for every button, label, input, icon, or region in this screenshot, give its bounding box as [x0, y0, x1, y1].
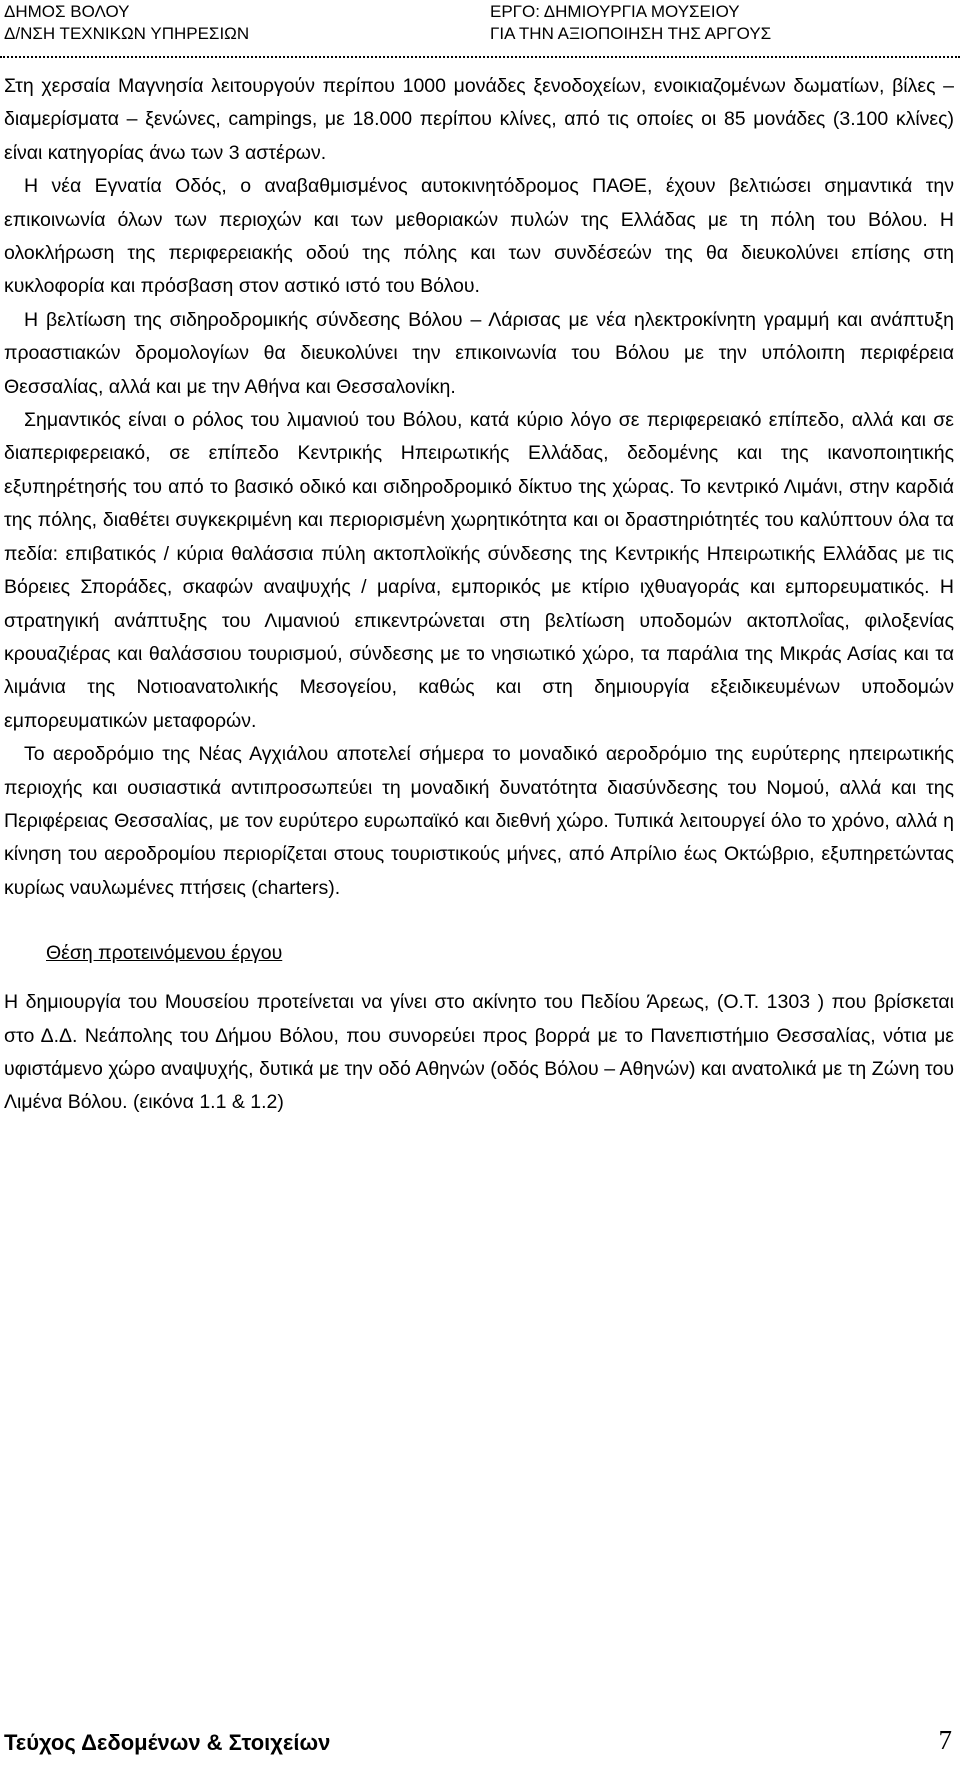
header-right — [490, 1, 771, 45]
header-left — [4, 1, 249, 45]
footer-title: Τεύχος Δεδομένων & Στοιχείων — [4, 1730, 331, 1755]
header-divider — [0, 56, 960, 58]
header-project-subtitle: ΓΙΑ ΤΗΝ ΑΞΙΟΠΟΙΗΣΗ ΤΗΣ ΑΡΓΟΥΣ — [490, 24, 772, 43]
paragraph-project-location: Η δημιουργία του Μουσείου προτείνεται να γίνει στο ακίνητο του Πεδίου Άρεως, (Ο.Τ. 1303 ) που βρίσκεται στο Δ.Δ. Νεάπολης του Δήμου Βόλου, που συνορεύει προς βορρά με το Πανεπιστήμιο Θεσσαλίας, νότια με υφιστάμενο χώρο αναψυχής, δυτικά με την οδό Αθηνών (οδός Βόλου – Αθηνών) και ανατολικά με τη Ζώνη του Λιμένα Βόλου. (εικόνα 1.1 & 1.2) — [4, 991, 954, 1114]
header-project: ΕΡΓΟ: ΔΗΜΙΟΥΡΓΙΑ ΜΟΥΣΕΙΟΥ — [490, 2, 740, 21]
paragraph-accommodation: Στη χερσαία Μαγνησία λειτουργούν περίπου 1000 μονάδες ξενοδοχείων, ενοικιαζομένων δωματίων, βίλες – διαμερίσματα – ξενώνες, campings, με 18.000 περίπου κλίνες, από τις οποίες οι 85 μονάδες (3.100 κλίνες) είναι κατηγορίας άνω των 3 αστέρων. — [4, 75, 954, 164]
header-department: Δ/ΝΣΗ ΤΕΧΝΙΚΩΝ ΥΠΗΡΕΣΙΩΝ — [4, 24, 250, 43]
paragraph-port: Σημαντικός είναι ο ρόλος του λιμανιού του Βόλου, κατά κύριο λόγο σε περιφερειακό επίπεδο, αλλά και σε διαπεριφερειακό, σε επίπεδο Κεντρικής Ηπειρωτικής Ελλάδας, δεδομένης και της ικανοποιητικής εξυπηρέτησής του από το βασικό οδικό και σιδηροδρομικό δίκτυο της χώρας. Το κεντρικό Λιμάνι, στην καρδιά της πόλης, διαθέτει συγκεκριμένη και περιορισμένη χωρητικότητα και οι δραστηριότητές του καλύπτουν όλα τα πεδία: επιβατικός / κύρια θαλάσσια πύλη ακτοπλοϊκής σύνδεσης της Κεντρικής Ηπειρωτικής Ελλάδας με τις Βόρειες Σποράδες, σκαφών αναψυχής / μαρίνα, εμπορικός με κτίριο ιχθυαγοράς και εμπορευματικός. Η στρατηγική ανάπτυξης του Λιμανιού επικεντρώνεται στη βελτίωση υποδομών ακτοπλοΐας, φιλοξενίας κρουαζιέρας και θαλάσσιου τουρισμού, σύνδεσης με το νησιωτικό χώρο, τα παράλια της Μικράς Ασίας και τα λιμάνια της Νοτιοανατολικής Μεσογείου, καθώς και στη δημιουργία εξειδικευμένων υποδομών εμπορευματικών μεταφορών. — [4, 409, 954, 732]
header-municipality: ΔΗΜΟΣ ΒΟΛΟΥ — [4, 2, 130, 21]
page-number: 7 — [938, 1725, 952, 1755]
paragraph-road-network: Η νέα Εγνατία Οδός, ο αναβαθμισμένος αυτοκινητόδρομος ΠΑΘΕ, έχουν βελτιώσει σημαντικά την επικοινωνία όλων των περιοχών και των μεθοριακών πυλών της Ελλάδας με τη πόλη του Βόλου. Η ολοκλήρωση της περιφερειακής οδού της πόλης και των συνδέσεών της θα διευκολύνει επίσης στη κυκλοφορία και πρόσβαση στον αστικό ιστό του Βόλου. — [4, 175, 954, 298]
section-title: Θέση προτεινόμενου έργου — [46, 942, 283, 965]
page-header — [0, 0, 960, 62]
paragraph-airport: Το αεροδρόμιο της Νέας Αγχιάλου αποτελεί σήμερα το μοναδικό αεροδρόμιο της ευρύτερης ηπειρωτικής περιοχής και ουσιαστικά αντιπροσωπεύει τη μοναδική δυνατότητα διασύνδεσης του Νομού, αλλά και της Περιφέρειας Θεσσαλίας, με τον ευρύτερο ευρωπαϊκό και διεθνή χώρο. Τυπικά λειτουργεί όλο το χρόνο, αλλά η κίνηση του αεροδρομίου περιορίζεται στους τουριστικούς μήνες, από Απρίλιο έως Οκτώβριο, εξυπηρετώντας κυρίως ναυλωμένες πτήσεις (charters). — [4, 743, 954, 899]
document-body — [4, 70, 954, 1120]
paragraph-railway: Η βελτίωση της σιδηροδρομικής σύνδεσης Βόλου – Λάρισας με νέα ηλεκτροκίνητη γραμμή και ανάπτυξη προαστιακών δρομολογίων θα διευκολύνει την επικοινωνία του Βόλου με την υπόλοιπη περιφέρεια Θεσσαλίας, αλλά και με την Αθήνα και Θεσσαλονίκη. — [4, 308, 954, 398]
